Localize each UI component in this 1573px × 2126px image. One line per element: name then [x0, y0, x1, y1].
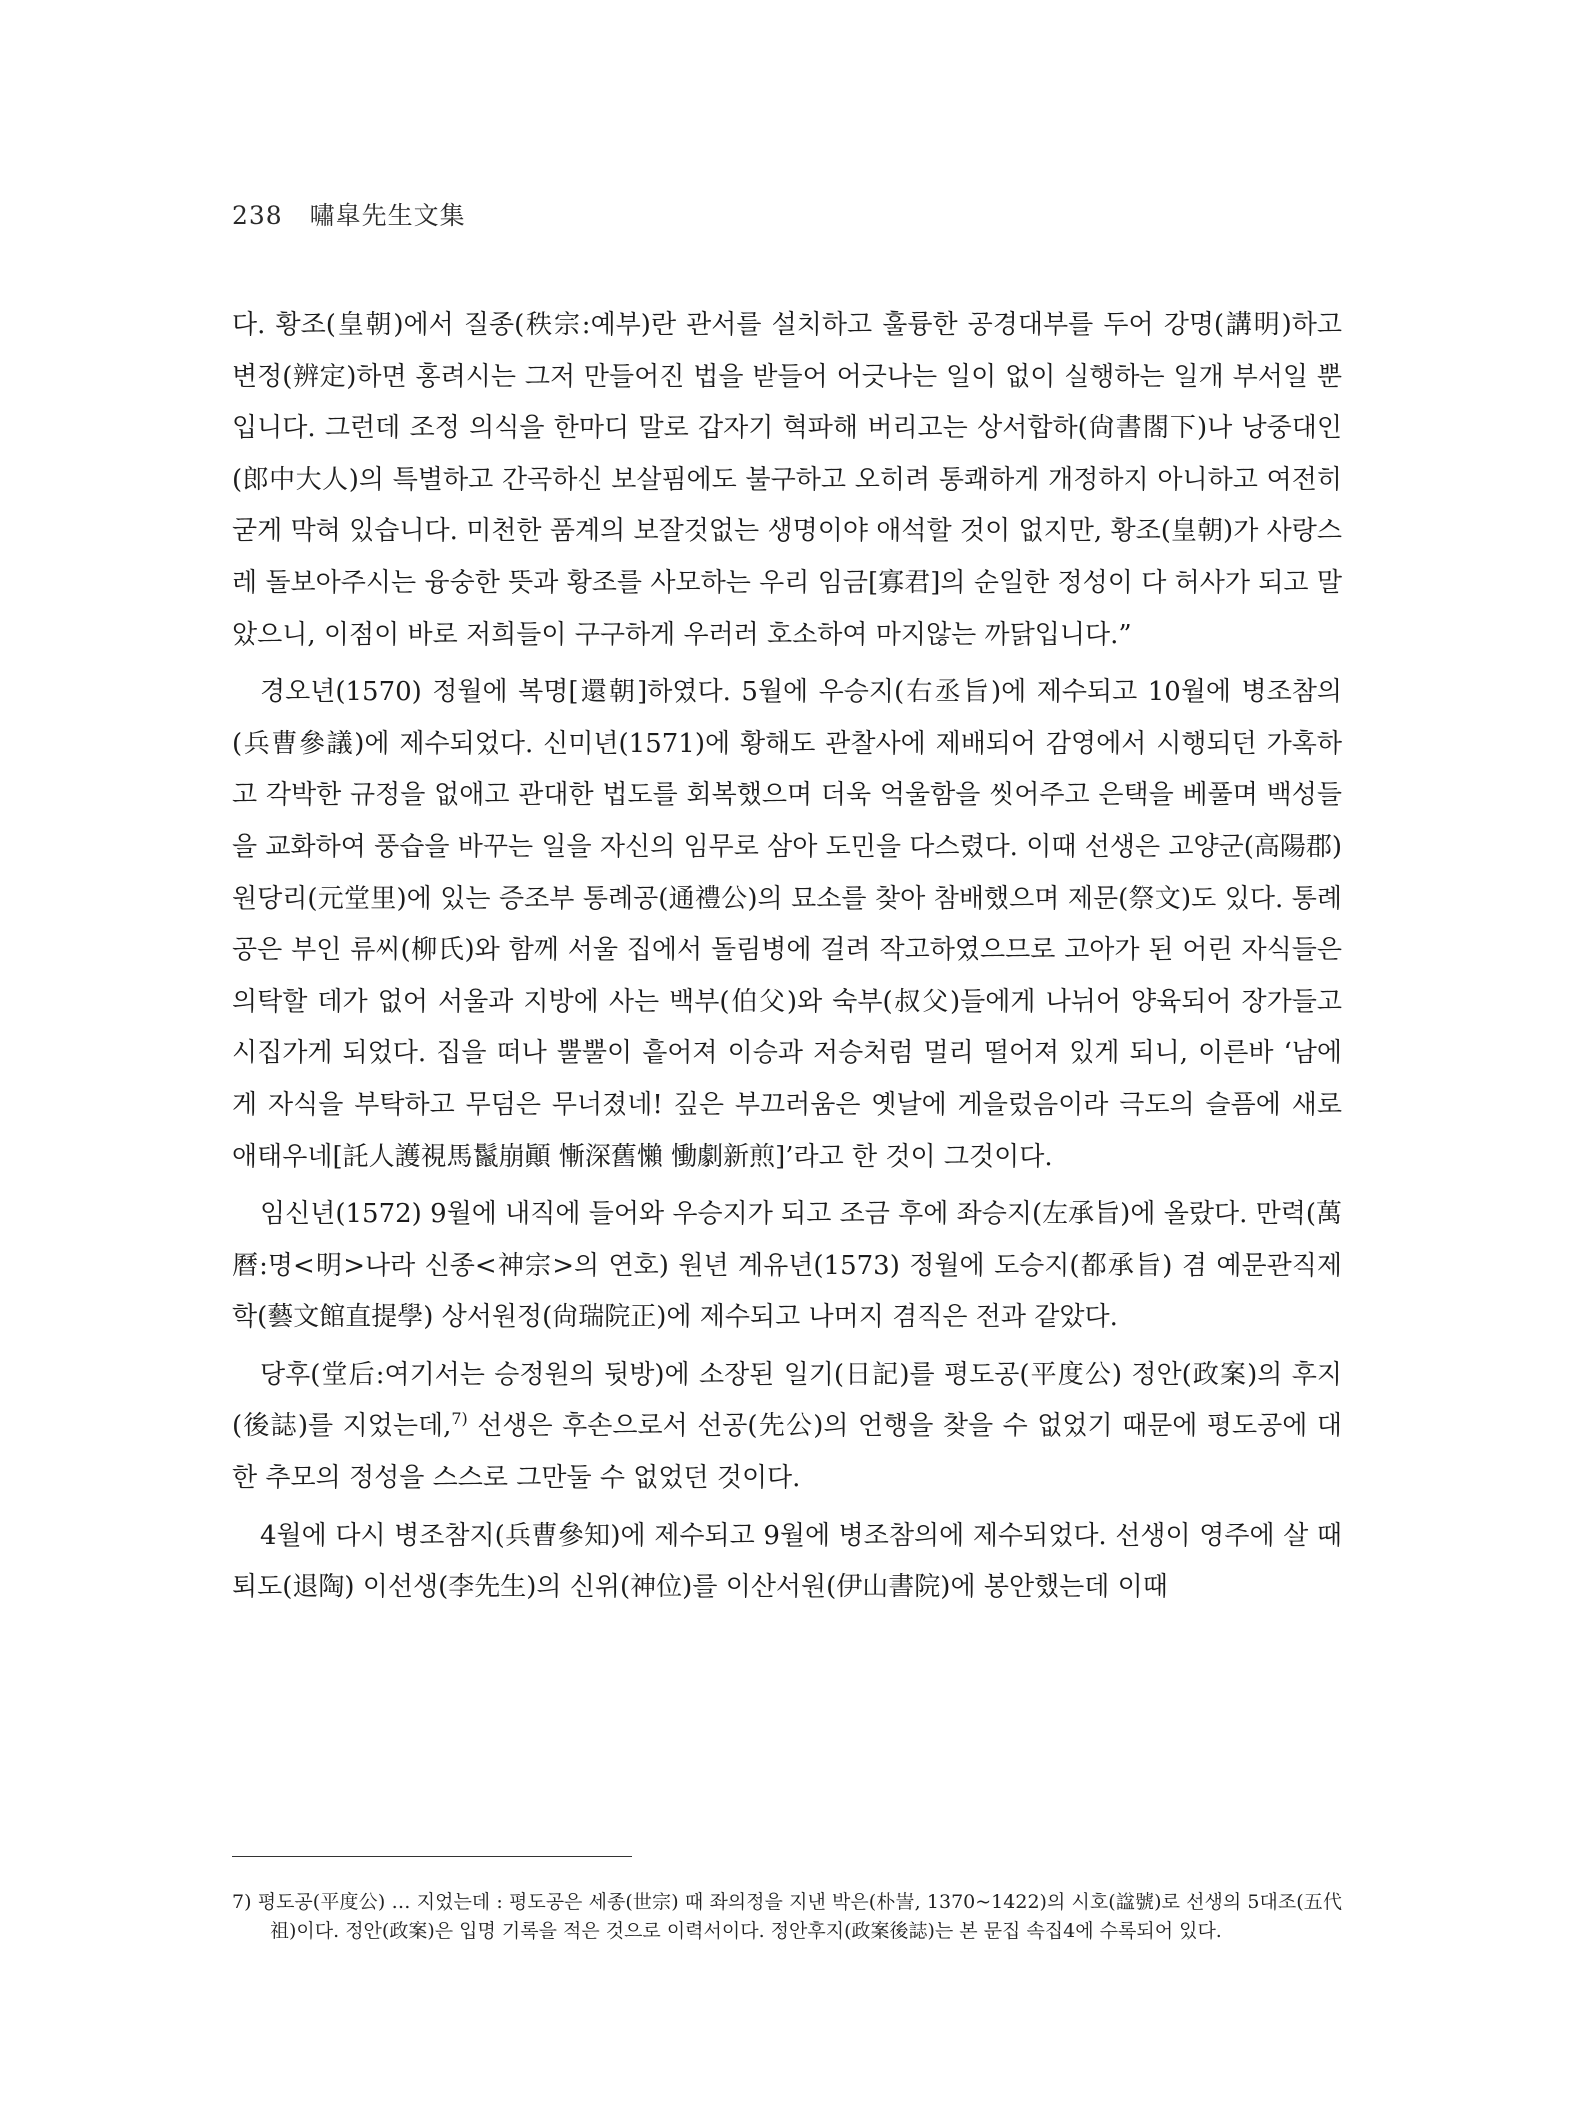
footnote-marker: 7): [232, 1891, 258, 1913]
paragraph: 다. 황조(皇朝)에서 질종(秩宗:예부)란 관서를 설치하고 훌륭한 공경대부를 두어 강명(講明)하고 변정(辨定)하면 홍려시는 그저 만들어진 법을 받들어 어긋나는 일이 없이 실행하는 일개 부서일 뿐입니다. 그런데 조정 의식을 한마디 말로 갑자기 혁파해 버리고는 상서합하(尙書閤下)나 낭중대인(郎中大人)의 특별하고 간곡하신 보살핌에도 불구하고 오히려 통쾌하게 개정하지 아니하고 여전히 굳게 막혀 있습니다. 미천한 품계의 보잘것없는 생명이야 애석할 것이 없지만, 황조(皇朝)가 사랑스레 돌보아주시는 융숭한 뜻과 황조를 사모하는 우리 임금[寡君]의 순일한 정성이 다 허사가 되고 말았으니, 이점이 바로 저희들이 구구하게 우러러 호소하여 마지않는 까닭입니다.”: [232, 310, 1342, 650]
footnote-reference[interactable]: 7): [451, 1409, 468, 1429]
paragraph-text: 선생은 후손으로서 선공(先公)의 언행을 찾을 수 없었기 때문에 평도공에 대한 추모의 정성을 스스로 그만둘 수 없었던 것이다.: [232, 1411, 1342, 1494]
footnote-divider: [232, 1856, 632, 1857]
paragraph: [232, 1350, 1342, 1505]
body-text: [232, 300, 1342, 1614]
paragraph: 4월에 다시 병조참지(兵曹參知)에 제수되고 9월에 병조참의에 제수되었다. 선생이 영주에 살 때 퇴도(退陶) 이선생(李先生)의 신위(神位)를 이산서원(伊山書院)에 봉안했는데 이때: [232, 1520, 1342, 1603]
paragraph: 임신년(1572) 9월에 내직에 들어와 우승지가 되고 조금 후에 좌승지(左承旨)에 올랐다. 만력(萬曆:명<明>나라 신종<神宗>의 연호) 원년 계유년(1573) 정월에 도승지(都承旨) 겸 예문관직제학(藝文館直提學) 상서원정(尙瑞院正)에 제수되고 나머지 겸직은 전과 같았다.: [232, 1199, 1342, 1333]
paragraph-text: 당후(堂后:여기서는 승정원의 뒷방)에 소장된 일기(日記)를 평도공(平度公) 정안(政案)의 후지(後誌)를 지었는데,: [232, 1359, 1342, 1442]
running-header: [232, 196, 466, 232]
book-title: 嘯皐先生文集: [309, 201, 466, 230]
footnote-text: 평도공(平度公) … 지었는데 : 평도공은 세종(世宗) 때 좌의정을 지낸 박은(朴訔, 1370~1422)의 시호(諡號)로 선생의 5대조(五代祖)이다. 정안(政案)은 입명 기록을 적은 것으로 이력서이다. 정안후지(政案後誌)는 본 문집 속집4에 수록되어 있다.: [257, 1891, 1342, 1942]
footnote: [232, 1888, 1342, 1946]
paragraph: 경오년(1570) 정월에 복명[還朝]하였다. 5월에 우승지(右丞旨)에 제수되고 10월에 병조참의(兵曹參議)에 제수되었다. 신미년(1571)에 황해도 관찰사에 제배되어 감영에서 시행되던 가혹하고 각박한 규정을 없애고 관대한 법도를 회복했으며 더욱 억울함을 씻어주고 은택을 베풀며 백성들을 교화하여 풍습을 바꾸는 일을 자신의 임무로 삼아 도민을 다스렸다. 이때 선생은 고양군(高陽郡) 원당리(元堂里)에 있는 증조부 통례공(通禮公)의 묘소를 찾아 참배했으며 제문(祭文)도 있다. 통례공은 부인 류씨(柳氏)와 함께 서울 집에서 돌림병에 걸려 작고하였으므로 고아가 된 어린 자식들은 의탁할 데가 없어 서울과 지방에 사는 백부(伯父)와 숙부(叔父)들에게 나뉘어 양육되어 장가들고 시집가게 되었다. 집을 떠나 뿔뿔이 흩어져 이승과 저승처럼 멀리 떨어져 있게 되니, 이른바 ‘남에게 자식을 부탁하고 무덤은 무너졌네! 깊은 부끄러움은 옛날에 게을렀음이라 극도의 슬픔에 새로 애태우네[託人護視馬鬣崩顚 慚深舊懶 慟劇新煎]’라고 한 것이 그것이다.: [232, 677, 1342, 1172]
page-number: 238: [232, 201, 283, 230]
